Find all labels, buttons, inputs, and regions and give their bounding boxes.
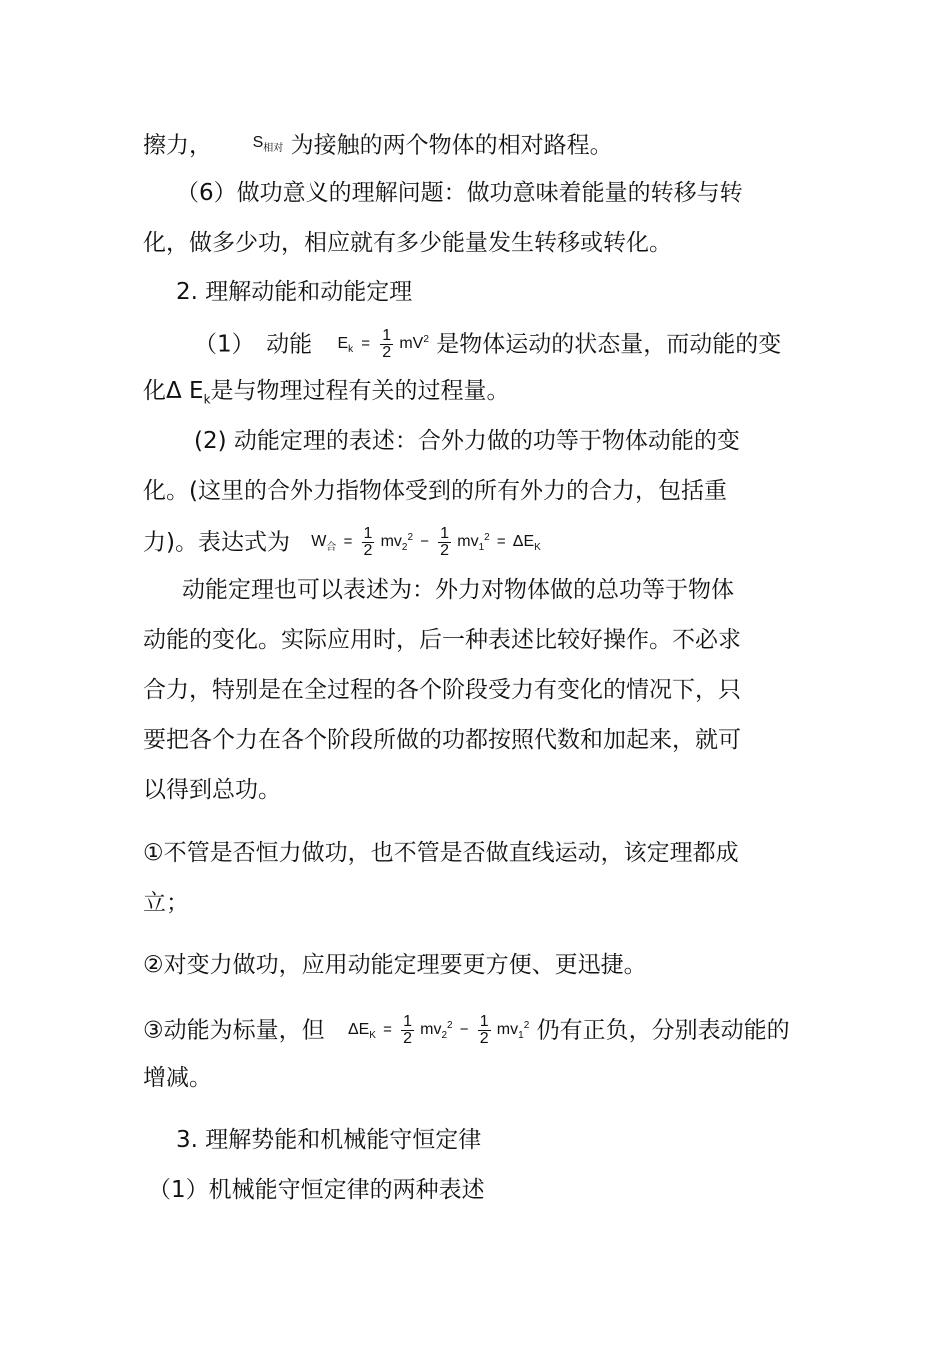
subsection-heading-1: （1）机械能守恒定律的两种表述 [148,1177,485,1203]
denominator: 2 [440,541,450,559]
square: 2 [407,532,414,543]
denominator: 2 [479,1029,489,1047]
fraction [380,328,393,361]
text: 为接触的两个物体的相对路程。 [290,132,613,159]
paragraph-theorem-line2: 化。(这里的合外力指物体受到的所有外力的合力，包括重 [143,478,727,504]
paragraph-theorem-line1: (2) 动能定理的表述：合外力做的功等于物体动能的变 [194,428,740,454]
kinetic-energy-formula [337,325,428,365]
paragraph-friction-line [143,128,613,164]
paragraph-alt-statement-line4: 要把各个力在各个阶段所做的功都按照代数和加起来，就可 [143,727,741,753]
minus: − [459,1021,469,1038]
section-heading-2: 2. 理解动能和动能定理 [176,279,413,305]
s-relative-symbol [253,128,284,164]
text: 化Δ E [143,378,204,404]
equals: = [496,533,506,550]
paragraph-alt-statement-line1: 动能定理也可以表述为：外力对物体做的总功等于物体 [182,577,734,603]
k-sub: K [534,542,541,553]
delta-ek-formula [348,1011,529,1051]
equals: = [343,533,353,550]
k-sub: K [369,1030,376,1041]
section-heading-3: 3. 理解势能和机械能守恒定律 [176,1127,482,1153]
equals: = [383,1021,392,1038]
sub: 1 [478,542,485,553]
denominator: 2 [382,343,392,361]
text: 擦力， [143,132,212,159]
mv-var: mv [496,1021,519,1038]
w-sub: 合 [326,542,337,553]
e-var: E [337,335,349,352]
paragraph-kinetic-energy-line1 [194,325,781,365]
list-item-3-line2: 增减。 [143,1065,212,1091]
paragraph-kinetic-energy-line2 [143,376,510,415]
sub: 2 [441,1030,448,1041]
delta-e-var: ΔE [512,533,535,550]
fraction [362,526,375,559]
e-sub: k [348,344,354,355]
denominator: 2 [403,1029,412,1047]
text: 力)。表达式为 [143,529,290,556]
k-sub: k [203,392,211,407]
fraction [478,1014,491,1047]
text: 是与物理过程有关的过程量。 [210,378,510,404]
sub: 1 [518,1030,524,1041]
s-var: S [252,134,264,151]
paragraph-alt-statement-line2: 动能的变化。实际应用时，后一种表述比较好操作。不必求 [143,627,741,653]
numerator: 1 [403,1012,412,1030]
text: 仍有正负，分别表动能的 [536,1017,790,1044]
w-var: W [311,533,327,550]
fraction [438,526,451,559]
square: 2 [484,532,490,543]
paragraph-6-line2: 化，做多少功，相应就有多少能量发生转移或转化。 [143,230,672,256]
list-item-2: ②对变力做功，应用动能定理要更方便、更迅捷。 [143,952,647,978]
paragraph-alt-statement-line3: 合力，特别是在全过程的各个阶段受力有变化的情况下，只 [143,677,741,703]
mv-var: mv [380,533,402,550]
text: 是物体运动的状态量，而动能的变 [436,331,782,358]
list-item-3-line1 [143,1011,790,1051]
minus: − [420,533,429,550]
equals: = [361,335,371,352]
mv-var: mV [399,335,424,352]
square: 2 [423,334,429,345]
square: 2 [523,1020,530,1031]
denominator: 2 [363,541,373,559]
s-sub: 相对 [263,143,284,154]
mv-var: mv [457,533,479,550]
fraction [401,1014,414,1047]
paragraph-theorem-line3 [143,523,541,563]
square: 2 [447,1020,453,1031]
work-energy-formula [311,523,541,563]
sub: 2 [401,542,408,553]
paragraph-6-line1: （6）做功意义的理解问题：做功意味着能量的转移与转 [176,180,743,206]
paragraph-alt-statement-line5: 以得到总功。 [143,777,281,803]
numerator: 1 [440,524,450,542]
text: （1） 动能 [194,331,313,358]
text: ③动能为标量，但 [143,1017,325,1044]
delta-e-var: ΔE [347,1021,370,1038]
numerator: 1 [479,1012,489,1030]
numerator: 1 [363,524,373,542]
list-item-1-line1: ①不管是否恒力做功，也不管是否做直线运动，该定理都成 [143,840,739,866]
list-item-1-line2: 立； [143,890,189,916]
mv-var: mv [420,1021,442,1038]
numerator: 1 [382,326,392,344]
